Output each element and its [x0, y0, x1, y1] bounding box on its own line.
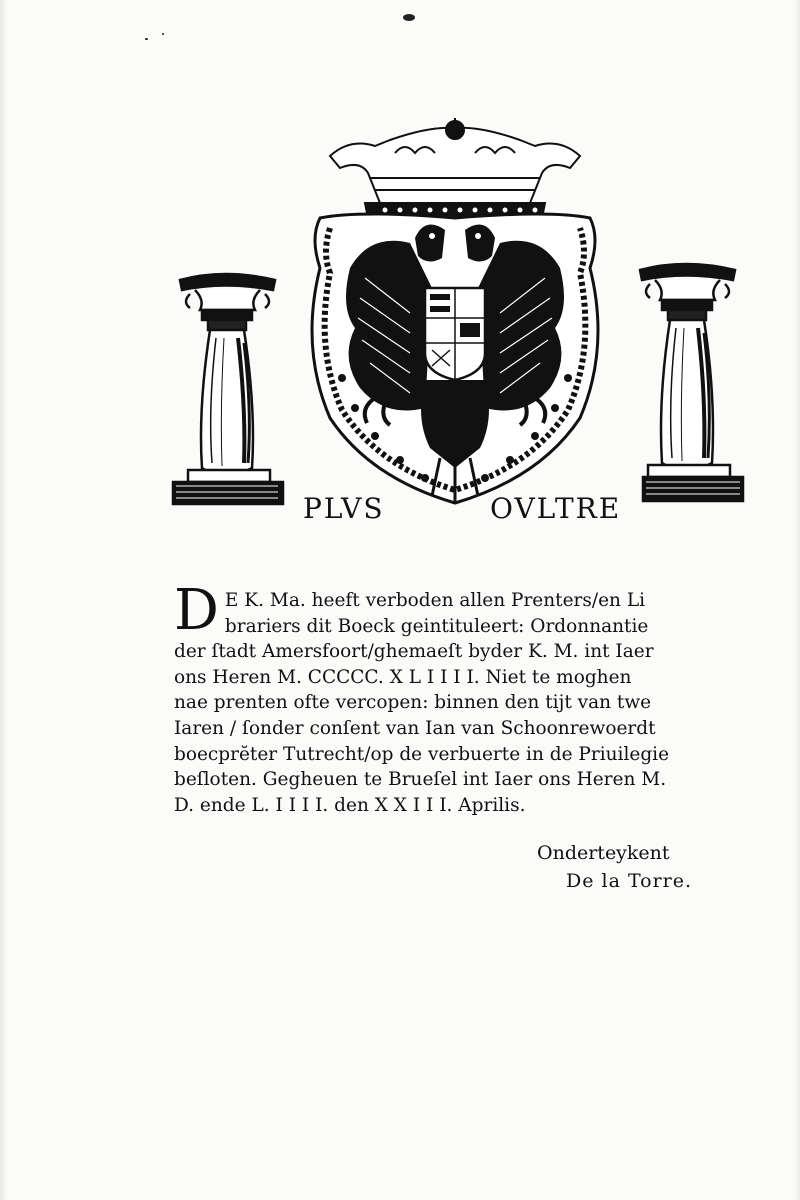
text-line: beſloten. Gegheuen te Brueſel int Iaer ons Heren M. [174, 769, 667, 791]
motto-plus: PLVS [303, 492, 385, 525]
text-line: boecprĕter Tutrecht/op de verbuerte in de Priuilegie [174, 743, 670, 765]
ink-speck [162, 33, 164, 35]
right-pillar-icon [640, 264, 743, 501]
text-line: E K. Ma. heeft verboden allen Prenters/en Li [224, 590, 646, 611]
ink-speck [403, 14, 415, 21]
text-line: brariers dit Boeck geintituleert: Ordonnantie [224, 615, 649, 637]
page-edge-left [0, 0, 8, 1200]
drop-cap: D [174, 578, 219, 643]
text-line: nae prenten ofte vercopen: binnen den tijt van twe [174, 692, 652, 714]
text-line: D. ende L. I I I I. den X X I I I. Aprilis. [174, 794, 526, 816]
page-edge-right [794, 0, 800, 1200]
privilege-paragraph [174, 578, 670, 818]
text-line: Iaren / ſonder conſent van Ian van Schoonrewoerdt [174, 717, 656, 739]
signature-label: Onderteykent [537, 842, 670, 864]
text-line: ons Heren M. CCCCC. X L I I I I. Niet te moghen [174, 666, 632, 688]
eagle-shield-icon [312, 214, 598, 503]
text-line: der ſtadt Amersfoort/ghemaeſt byder K. M. int Iaer [174, 641, 654, 663]
left-pillar-icon [173, 274, 283, 504]
crown-icon [330, 118, 580, 218]
ink-speck [145, 38, 148, 40]
motto-oultre: OVLTRE [490, 492, 622, 525]
emblem-woodcut [170, 118, 750, 530]
signature-name: De la Torre. [566, 870, 693, 892]
